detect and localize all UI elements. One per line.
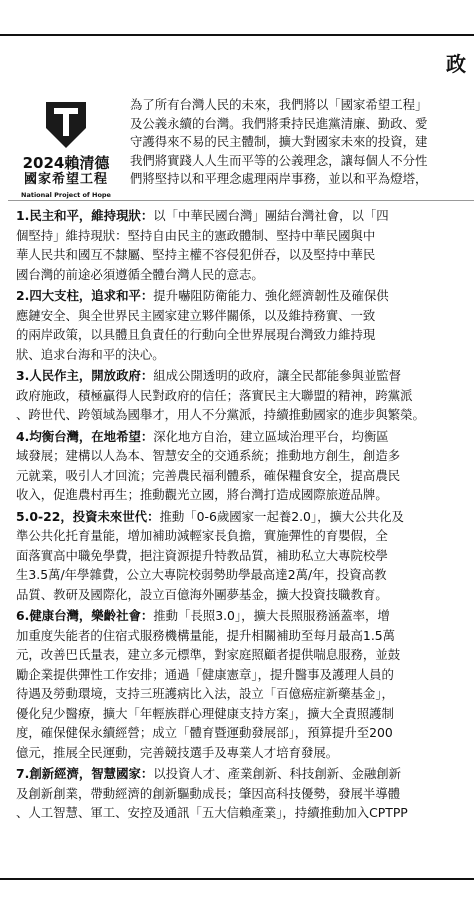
intro-line: 守護得來不易的民主體制，擴大對國家未來的投資，建 — [130, 134, 428, 149]
section-heading: 4.均衡台灣，在地希望： — [16, 428, 154, 444]
section-text: 以「中華民國台灣」團結台灣社會，以「四 — [153, 208, 389, 223]
section-text: 深化地方自治，建立區域治理平台，均衡區 — [153, 428, 389, 444]
torch-shield-icon — [44, 98, 88, 150]
intro-line: 為了所有台灣人民的未來，我們將以「國家希望工程」 — [130, 97, 428, 112]
section-heading: 3.人民作主，開放政府： — [16, 368, 154, 383]
section-line: 億元，推展全民運動，完善競技選手及專業人才培育發展。 — [16, 744, 339, 760]
section-line: 面落實高中職免學費，挹注資源提升特教品質，補助私立大專院校學 — [16, 547, 388, 563]
section-line: 生3.5萬/年學雜費，公立大專院校弱勢助學最高達2萬/年，投資高教 — [16, 567, 387, 582]
section-heading: 7.創新經濟，智慧國家： — [16, 766, 154, 781]
policy-section-open-government — [16, 366, 468, 425]
policy-section-democracy-peace — [16, 206, 468, 284]
section-first-line — [16, 507, 468, 527]
section-first-line — [16, 206, 468, 226]
logo-english-name: National Project of Hope — [21, 191, 111, 199]
section-heading: 5.0-22，投資未來世代： — [16, 508, 160, 524]
section-line: 收入，促進農村再生；推動觀光立國，將台灣打造成國際旅遊品牌。 — [16, 487, 388, 502]
section-heading: 2.四大支柱，追求和平： — [16, 288, 154, 303]
section-text: 推動「長照3.0」，擴大長照服務涵蓋率，增 — [153, 608, 390, 623]
section-divider — [8, 200, 474, 201]
intro-line: 及公義永續的台灣。我們將秉持民進黨清廉、勤政、愛 — [130, 115, 428, 131]
section-line: 、跨世代、跨領域為國舉才，用人不分黨派，持續推動國家的進步與繁榮。 — [16, 407, 425, 422]
bottom-rule — [0, 878, 474, 880]
logo-year-line: 2024賴清德 — [22, 154, 110, 172]
section-heading: 6.健康台灣，樂齡社會： — [16, 608, 154, 623]
policy-section-four-pillars — [16, 286, 468, 364]
section-line: 加重度失能者的住宿式服務機構量能，提升相關補助至每月最高1.5萬 — [16, 627, 396, 643]
policy-section-innovation-economy — [16, 764, 468, 823]
section-first-line — [16, 286, 468, 306]
section-first-line — [16, 606, 468, 626]
section-heading: 1.民主和平，維持現狀： — [16, 208, 154, 223]
section-line: 勵企業提供彈性工作安排；通過「健康憲章」，提升醫事及護理人員的 — [16, 666, 394, 682]
section-line: 度，確保健保永續經營；成立「體育暨運動發展部」，預算提升至200 — [16, 725, 393, 740]
section-first-line — [16, 427, 468, 447]
section-line: 準公共化托育量能，增加補助減輕家長負擔，實施彈性的育嬰假，全 — [16, 528, 388, 543]
intro-line: 們將堅持以和平理念處理兩岸事務，並以和平為燈塔， — [130, 171, 428, 186]
policy-sections — [16, 206, 468, 872]
section-line: 個堅持」維持現狀：堅持自由民主的憲政體制、堅持中華民國與中 — [16, 227, 376, 243]
section-line: 應鏈安全、與全世界民主國家建立夥伴關係，以及維持務實、一致 — [16, 307, 376, 323]
section-line: 華人民共和國互不隸屬、堅持主權不容侵犯併吞，以及堅持中華民 — [16, 247, 376, 262]
section-line: 政府施政，積極贏得人民對政府的信任；落實民主大聯盟的精神，跨黨派 — [16, 387, 413, 403]
logo-subtitle: 國家希望工程 — [23, 172, 108, 187]
intro-line: 我們將實踐人人生而平等的公義理念，讓每個人不分性 — [130, 152, 428, 168]
section-line: 及創新創業，帶動經濟的創新驅動成長；肇因高科技優勢，發展半導體 — [16, 785, 401, 801]
policy-section-healthy-taiwan — [16, 606, 468, 762]
section-line: 元就業，吸引人才回流；完善農民福利體系，確保糧食安全，提高農民 — [16, 467, 401, 483]
section-line: 元，改善巴氏量表，建立多元標準，對家庭照顧者提供喘息服務，並鼓 — [16, 647, 401, 662]
policy-section-future-generations — [16, 507, 468, 605]
section-text: 推動「0-6歲國家一起養2.0」，擴大公共化及 — [159, 508, 404, 524]
section-line: 的兩岸政策，以具體且負責任的行動向全世界展現台灣致力維持現 — [16, 327, 376, 342]
section-line: 狀、追求台海和平的決心。 — [16, 346, 165, 362]
top-rule — [0, 34, 474, 36]
section-first-line — [16, 366, 468, 386]
policy-section-balanced-taiwan — [16, 427, 468, 505]
section-line: 優化兒少醫療，擴大「年輕族群心理健康支持方案」，擴大全責照護制 — [16, 705, 394, 721]
section-text: 組成公開透明的政府，讓全民都能參與並監督 — [153, 368, 402, 383]
section-line: 域發展；建構以人為本、智慧安全的交通系統；推動地方創生，創造多 — [16, 448, 401, 463]
page-header-title: 政 — [446, 52, 468, 76]
section-line: 品質、教研及國際化，設立百億海外團夢基金，擴大投資技職教育。 — [16, 586, 388, 602]
campaign-logo — [10, 98, 122, 200]
section-text: 提升嚇阻防衛能力、強化經濟韌性及確保供 — [153, 288, 389, 303]
intro-paragraph — [130, 96, 474, 200]
section-line: 國台灣的前途必須遵循全體台灣人民的意志。 — [16, 266, 264, 282]
section-text: 以投資人才、產業創新、科技創新、金融創新 — [153, 766, 402, 781]
section-line: 待遇及勞動環境，支持三班護病比入法，設立「百億癌症新藥基金」， — [16, 686, 394, 701]
section-line: 、人工智慧、軍工、安控及通訊「五大信賴產業」，持續推動加入CPTPP — [16, 805, 408, 820]
section-first-line — [16, 764, 468, 784]
